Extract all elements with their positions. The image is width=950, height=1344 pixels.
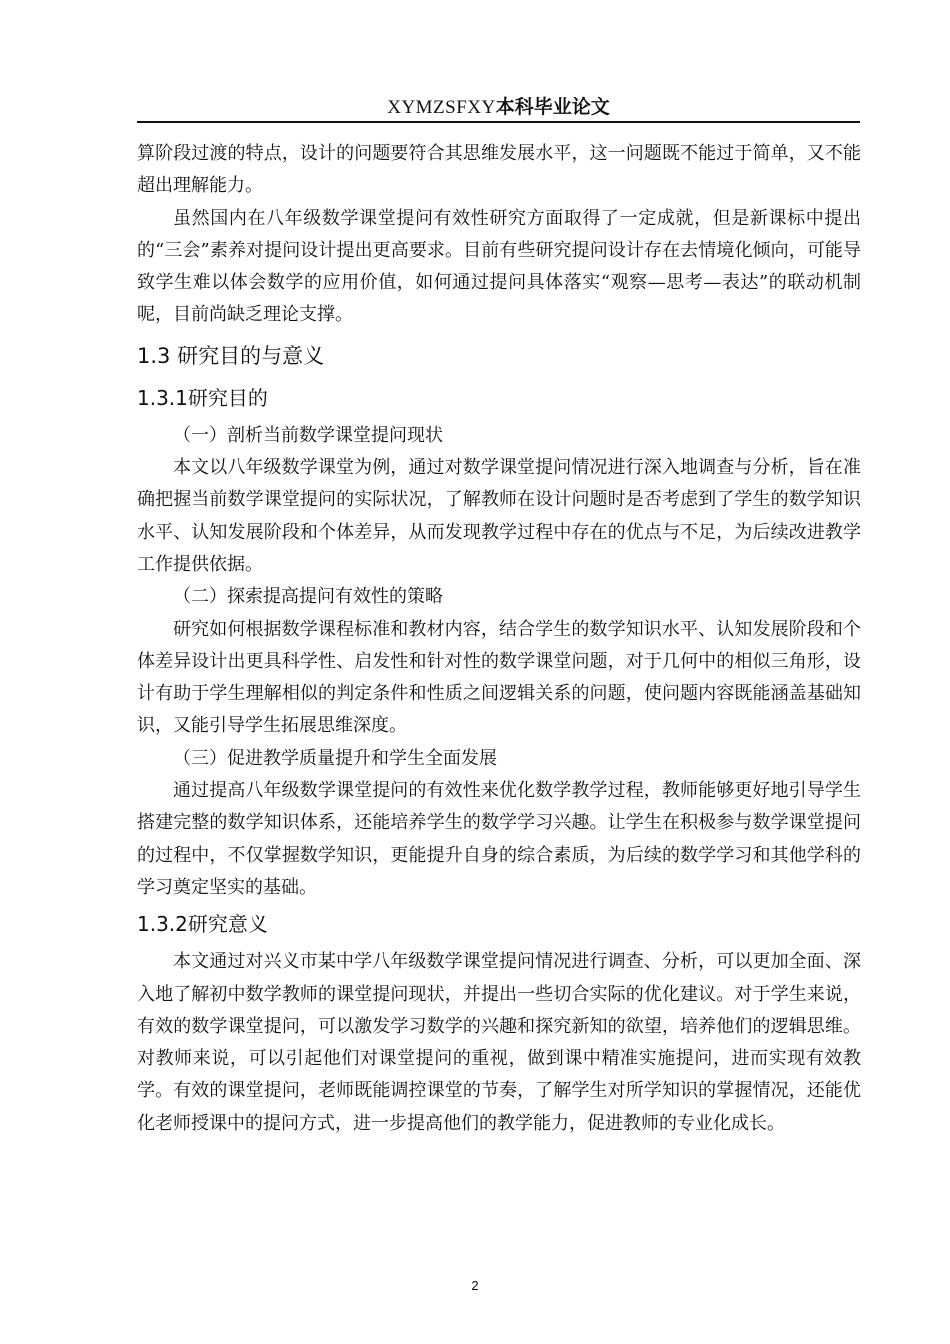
subsection-heading-1-3-1: 1.3.1研究目的 [137, 385, 268, 410]
header-title: 本科毕业论文 [495, 96, 610, 118]
paragraph-item-2: 研究如何根据数学课程标准和教材内容，结合学生的数学知识水平、认知发展阶段和个体差异设计出更具科学性、启发性和针对性的数学课堂问题，对于几何中的相似三角形，设计有助于学生理解相似的判定条件和性质之间逻辑关系的问题，使问题内容既能涵盖基础知识，又能引导学生拓展思维深度。 [137, 618, 861, 737]
paragraph-item-1: 本文以八年级数学课堂为例，通过对数学课堂提问情况进行深入地调查与分析，旨在准确把握当前数学课堂提问的实际状况，了解教师在设计问题时是否考虑到了学生的数学知识水平、认知发展阶段和个体差异，从而发现教学过程中存在的优点与不足，为后续改进教学工作提供依据。 [137, 457, 861, 575]
page-number: 2 [471, 1278, 479, 1293]
page-header [137, 94, 860, 120]
paragraph-continuation: 算阶段过渡的特点，设计的问题要符合其思维发展水平，这一问题既不能过于简单，又不能超出理解能力。 [137, 143, 861, 197]
document-body [137, 138, 861, 1140]
subheading-item-1: （一）剖析当前数学课堂提问现状 [173, 424, 443, 446]
section-heading-1-3: 1.3 研究目的与意义 [137, 343, 325, 368]
paragraph-significance: 本文通过对兴义市某中学八年级数学课堂提问情况进行调查、分析，可以更加全面、深入地了解初中数学教师的课堂提问现状，并提出一些切合实际的优化建议。对于学生来说，有效的数学课堂提问，可以激发学习数学的兴趣和探究新知的欲望，培养他们的逻辑思维。对教师来说，可以引起他们对课堂提问的重视，做到课中精准实施提问，进而实现有效教学。有效的课堂提问，老师既能调控课堂的节奏，了解学生对所学知识的掌握情况，还能优化老师授课中的提问方式，进一步提高他们的教学能力，促进教师的专业化成长。 [137, 951, 861, 1134]
header-code: XYMZSFXY [387, 97, 496, 118]
paragraph-research-status: 虽然国内在八年级数学课堂提问有效性研究方面取得了一定成就，但是新课标中提出的“三会”素养对提问设计提出更高要求。目前有些研究提问设计存在去情境化倾向，可能导致学生难以体会数学的应用价值，如何通过提问具体落实“观察—思考—表达”的联动机制呢，目前尚缺乏理论支撑。 [137, 207, 861, 326]
subheading-item-2: （二）探索提高提问有效性的策略 [173, 586, 443, 608]
subheading-item-3: （三）促进教学质量提升和学生全面发展 [173, 747, 497, 769]
subsection-heading-1-3-2: 1.3.2研究意义 [137, 912, 268, 937]
paragraph-item-3: 通过提高八年级数学课堂提问的有效性来优化数学教学过程，教师能够更好地引导学生搭建完整的数学知识体系，还能培养学生的数学学习兴趣。让学生在积极参与数学课堂提问的过程中，不仅掌握数学知识，更能提升自身的综合素质，为后续的数学学习和其他学科的学习奠定坚实的基础。 [137, 780, 861, 898]
header-divider [137, 121, 860, 123]
